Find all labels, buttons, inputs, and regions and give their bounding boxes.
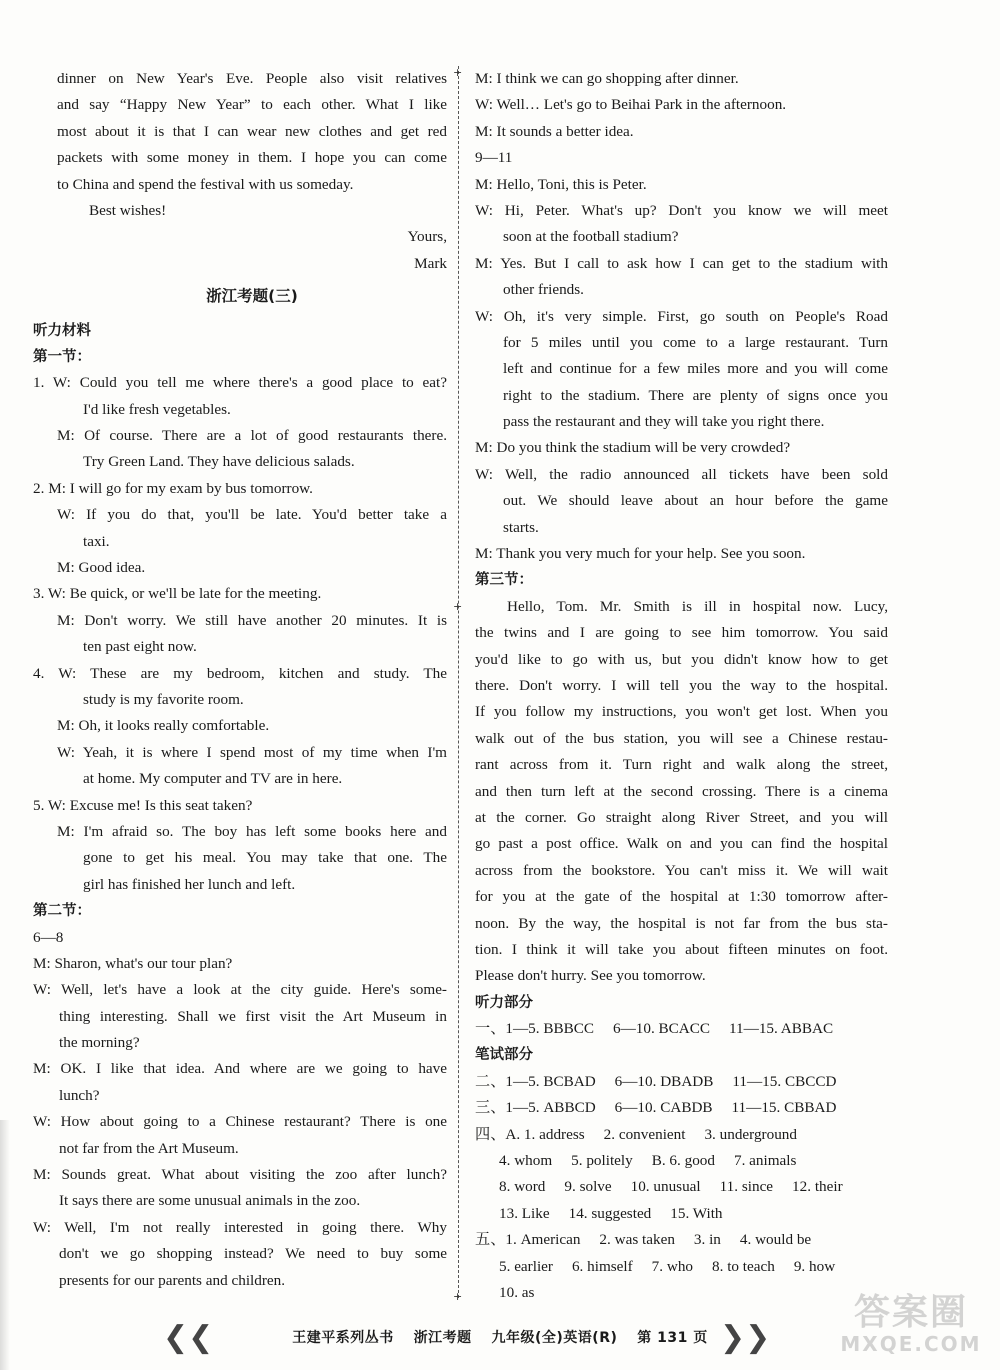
text-line: starts. bbox=[503, 518, 539, 536]
text-line: taxi. bbox=[83, 532, 110, 550]
listening-answers: 一、1—5. BBBCC 6—10. BCACC 11—15. ABBAC bbox=[475, 1020, 834, 1038]
dialog-continued bbox=[475, 66, 888, 145]
text-line: M: Sharon, what's our tour plan? bbox=[33, 954, 233, 972]
text-line: W: Yeah, it is where I spend most of my time when I'm bbox=[57, 743, 447, 761]
text-line: right to the stadium. There are plenty of signs once you bbox=[503, 386, 888, 404]
text-line: across from the bookstore. You can't miss it. We will wait bbox=[475, 861, 888, 879]
text-line: for 5 miles until you come to a large restaurant. Turn bbox=[503, 333, 888, 351]
part1-dialogs bbox=[33, 370, 447, 898]
letter-ending bbox=[57, 66, 447, 198]
watermark-url: MXQE.COM bbox=[840, 1332, 982, 1356]
text-line: M: Oh, it looks really comfortable. bbox=[57, 717, 270, 735]
text-line: soon at the football stadium? bbox=[503, 228, 679, 246]
text-line: If you follow my instructions, you won't get lost. When you bbox=[475, 703, 888, 721]
text-line: dinner on New Year's Eve. People also visit relatives bbox=[57, 70, 447, 87]
part2-dialog bbox=[33, 951, 447, 1294]
text-line: walk out of the bus station, you will see a Chinese restau- bbox=[475, 729, 888, 747]
text-line: for you at the gate of the hospital at 1:30 tomorrow after- bbox=[475, 888, 888, 906]
text-line: most about it is that I can wear new clothes and get red bbox=[57, 122, 447, 140]
listening-material-heading: 听力材料 bbox=[33, 322, 91, 339]
text-line: 5. W: Excuse me! Is this seat taken? bbox=[33, 796, 253, 814]
text-line: Try Green Land. They have delicious salads. bbox=[83, 453, 355, 471]
section-title: 浙江考题(三) bbox=[206, 287, 298, 306]
text-line: 四、A. 1. address 2. convenient 3. underground bbox=[475, 1125, 797, 1143]
text-line: 5. earlier 6. himself 7. who 8. to teach 9. how bbox=[499, 1257, 836, 1275]
text-line: W: Well, let's have a look at the city guide. Here's some- bbox=[33, 981, 447, 999]
text-line: to China and spend the festival with us someday. bbox=[57, 175, 354, 193]
text-line: you'd like to go with us, but you didn't know how to get bbox=[475, 650, 888, 668]
text-line: don't we go shopping instead? We need to buy some bbox=[59, 1245, 447, 1263]
written-answers bbox=[475, 1069, 888, 1307]
text-line: W: How about going to a Chinese restaurant? There is one bbox=[33, 1113, 447, 1131]
text-line: there. Don't worry. I will tell you the way to the hospital. bbox=[475, 676, 888, 694]
text-line: ten past eight now. bbox=[83, 638, 197, 656]
text-line: gone to get his meal. You may take that one. The bbox=[83, 849, 447, 867]
double-chevron-left-icon: ❮❮ bbox=[163, 1320, 214, 1355]
column-divider bbox=[458, 66, 459, 1298]
text-line: M: Yes. But I call to ask how I can get to the stadium with bbox=[475, 254, 888, 272]
dialog2-range: 9—11 bbox=[475, 149, 513, 167]
dialog-9-11 bbox=[475, 172, 888, 568]
part3-heading: 第三节： bbox=[475, 572, 533, 589]
text-line: presents for our parents and children. bbox=[59, 1271, 286, 1289]
text-line: W: Well, I'm not really interested in going there. Why bbox=[33, 1218, 447, 1236]
text-line: It says there are some unusual animals in the zoo. bbox=[59, 1192, 361, 1210]
text-line: 3. W: Be quick, or we'll be late for the meeting. bbox=[33, 585, 322, 603]
part1-heading: 第一节： bbox=[33, 348, 91, 365]
watermark-logo: 答案圈 bbox=[853, 1292, 968, 1333]
text-line: 8. word 9. solve 10. unusual 11. since 12. their bbox=[499, 1178, 843, 1196]
double-chevron-right-icon: ❯❯ bbox=[720, 1320, 771, 1355]
text-line: M: Hello, Toni, this is Peter. bbox=[475, 175, 647, 193]
text-line: M: Do you think the stadium will be very crowded? bbox=[475, 439, 791, 457]
text-line: study is my favorite room. bbox=[83, 690, 244, 708]
text-line: 10. as bbox=[499, 1283, 535, 1301]
text-line: Please don't hurry. See you tomorrow. bbox=[475, 967, 706, 985]
text-line: the twins and I are going to see him tomorrow. You said bbox=[475, 624, 888, 642]
text-line: left and continue for a few miles more and you will come bbox=[503, 360, 888, 378]
right-column bbox=[475, 66, 888, 1306]
text-line: at the corner. Go straight along River Street, and you will bbox=[475, 808, 888, 826]
watermark bbox=[836, 1290, 986, 1360]
text-line: M: Good idea. bbox=[57, 559, 146, 577]
yours: Yours, bbox=[407, 228, 447, 246]
text-line: 4. whom 5. politely B. 6. good 7. animals bbox=[499, 1152, 797, 1170]
text-line: M: OK. I like that idea. And where are we going to have bbox=[33, 1060, 447, 1078]
divider-mark: + bbox=[453, 1290, 463, 1303]
text-line: go past a post office. Walk on and you can find the hospital bbox=[475, 835, 888, 853]
text-line: M: I think we can go shopping after dinner. bbox=[475, 70, 739, 87]
text-line: 2. M: I will go for my exam by bus tomorrow. bbox=[33, 479, 313, 497]
text-line: out. We should leave about an hour before the game bbox=[503, 492, 888, 510]
signature: Mark bbox=[414, 254, 447, 272]
text-line: M: Of course. There are a lot of good restaurants there. bbox=[57, 427, 447, 445]
text-line: 三、1—5. ABBCD 6—10. CABDB 11—15. CBBAD bbox=[475, 1099, 837, 1117]
left-column bbox=[33, 66, 447, 1294]
text-line: W: If you do that, you'll be late. You'd better take a bbox=[57, 506, 447, 524]
text-line: 13. Like 14. suggested 15. With bbox=[499, 1204, 723, 1222]
text-line: lunch? bbox=[59, 1086, 100, 1104]
text-line: thing interesting. Shall we first visit the Art Museum in bbox=[59, 1007, 447, 1025]
text-line: and say “Happy New Year” to each other. What I like bbox=[57, 96, 447, 114]
footer-text: 王建平系列丛书 浙江考题 九年级(全)英语(R) 第 131 页 bbox=[292, 1330, 708, 1346]
text-line: 4. W: These are my bedroom, kitchen and study. The bbox=[33, 664, 447, 682]
text-line: M: Don't worry. We still have another 20 minutes. It is bbox=[57, 611, 447, 629]
part3-passage bbox=[475, 594, 888, 990]
closing: Best wishes! bbox=[89, 201, 167, 219]
text-line: packets with some money in them. I hope you can come bbox=[57, 149, 447, 167]
text-line: pass the restaurant and they will take you right there. bbox=[503, 413, 825, 431]
part2-heading: 第二节： bbox=[33, 903, 91, 920]
text-line: tion. I think it will take you about fifteen minutes on foot. bbox=[475, 940, 888, 958]
text-line: girl has finished her lunch and left. bbox=[83, 875, 296, 893]
text-line: at home. My computer and TV are in here. bbox=[83, 770, 343, 788]
text-line: not far from the Art Museum. bbox=[59, 1139, 239, 1157]
text-line: Hello, Tom. Mr. Smith is ill in hospital now. Lucy, bbox=[507, 597, 888, 615]
text-line: W: Well… Let's go to Beihai Park in the afternoon. bbox=[475, 96, 787, 114]
text-line: I'd like fresh vegetables. bbox=[83, 400, 231, 418]
text-line: noon. By the way, the hospital is not far from the bus sta- bbox=[475, 914, 888, 932]
text-line: M: It sounds a better idea. bbox=[475, 122, 634, 140]
text-line: the morning? bbox=[59, 1034, 140, 1052]
listening-answers-heading: 听力部分 bbox=[475, 994, 533, 1011]
text-line: other friends. bbox=[503, 281, 584, 299]
text-line: rant across from it. Turn right and walk along the street, bbox=[475, 756, 888, 774]
written-answers-heading: 笔试部分 bbox=[475, 1047, 533, 1064]
text-line: W: Well, the radio announced all tickets have been sold bbox=[475, 465, 888, 483]
text-line: M: I'm afraid so. The boy has left some books here and bbox=[57, 822, 447, 840]
text-line: and then turn left at the second crossing. There is a cinema bbox=[475, 782, 888, 800]
text-line: 五、1. American 2. was taken 3. in 4. would be bbox=[475, 1231, 812, 1249]
text-line: W: Oh, it's very simple. First, go south on People's Road bbox=[475, 307, 888, 325]
text-line: W: Hi, Peter. What's up? Don't you know we will meet bbox=[475, 201, 888, 219]
text-line: 1. W: Could you tell me where there's a good place to eat? bbox=[33, 374, 447, 392]
part2-range: 6—8 bbox=[33, 928, 64, 946]
text-line: M: Thank you very much for your help. See you soon. bbox=[475, 545, 806, 563]
text-line: 二、1—5. BCBAD 6—10. DBADB 11—15. CBCCD bbox=[475, 1072, 837, 1090]
divider-mark: + bbox=[453, 600, 463, 613]
divider-mark: + bbox=[453, 66, 463, 79]
text-line: M: Sounds great. What about visiting the zoo after lunch? bbox=[33, 1166, 447, 1184]
